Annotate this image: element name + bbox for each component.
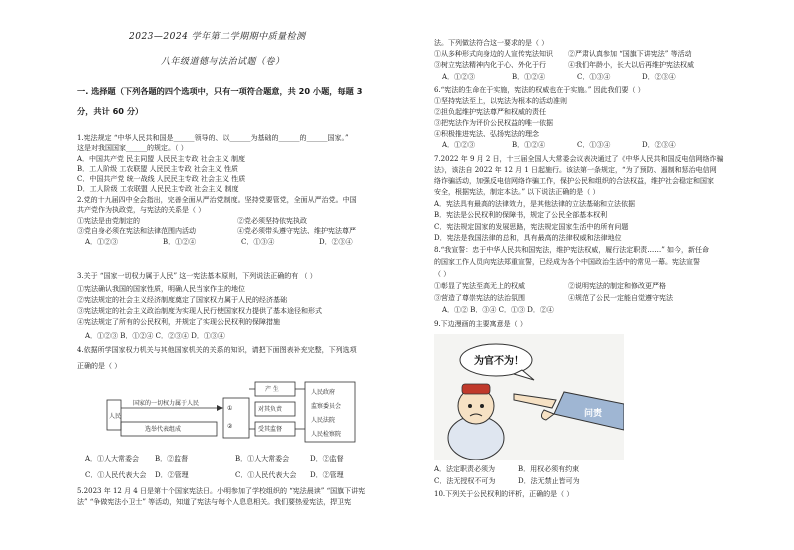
options-row: A．①② B．③④ C．①③ D．②④ — [442, 306, 554, 314]
option-d: D．②③④ — [642, 73, 676, 81]
option-c: C．中国共产党 统一战线 人民民主专政 社会主义 性质 — [77, 175, 246, 183]
blank-1: ① — [227, 405, 233, 412]
organ-government: 人民政府 — [311, 389, 336, 396]
question-stem: 6.“宪法的生命在于实施，宪法的权威也在于实施。” 因此我们要（ ） — [434, 86, 645, 94]
option-d: D．宪法是我国法律的总和，具有最高的法律权威和法律地位 — [434, 234, 622, 242]
question-stem: 法” “争做宪法小卫士” 等活动，知道了宪法与每个人息息相关。我们要热爱宪法，捍卫宪 — [77, 498, 352, 506]
option-a-1: A．①人大常委会 — [85, 455, 140, 463]
option-d: D．工人阶级 工农联盟 人民民主专政 社会主义 制度 — [77, 185, 239, 193]
official-hat — [462, 384, 490, 394]
statement-3: ③把宪法作为评价公民权益的唯一依据 — [434, 119, 553, 127]
option-d-1: C．①人民代表大会 — [235, 471, 297, 479]
option-b: B．用权必须有约束 — [518, 465, 580, 473]
option-b-1: B．①人大常委会 — [235, 455, 290, 463]
question-stem: 法》，该法自 2022 年 12 月 1 日起施行。该法第一条规定，“为了预防、遏制和惩治电信网 — [434, 166, 717, 174]
option-c-2: D．②管理 — [155, 471, 189, 479]
options-row — [442, 73, 702, 82]
question-stem: 9.下边漫画的主要寓意是（ ） — [434, 320, 527, 328]
question-stem: 共产党作为执政党，与宪法的关系是（ ） — [77, 206, 206, 214]
question-stem: （ ） — [434, 270, 451, 278]
statement-1: ①坚持宪法至上，以宪法为根本的活动准则 — [434, 97, 567, 105]
organ-box — [223, 398, 249, 438]
question-stem: 正确的是（ ） — [77, 362, 122, 370]
option-d: D．法无禁止皆可为 — [518, 477, 580, 485]
statement-3: ③宪法规定的社会主义政治制度为实现人民行使国家权力提供了基本途径和形式 — [77, 307, 322, 315]
statement-2: ②宪法规定的社会主义经济制度奠定了国家权力属于人民的经济基础 — [77, 296, 287, 304]
sleeve-label: 问责 — [584, 409, 603, 419]
option-b: B．工人阶级 工农联盟 人民民主专政 社会主义 性质 — [77, 165, 239, 173]
produce-label: 产 生 — [265, 386, 279, 393]
diagram-svg — [105, 380, 363, 452]
option-d: D．②③④ — [642, 141, 676, 149]
statement-4: ④宪法规定了所有的公民权利，并规定了实现公民权利的保障措施 — [77, 318, 280, 326]
organ-court: 人民法院 — [311, 417, 336, 424]
eye-icon — [468, 404, 472, 408]
statement-1: ①彰显了宪法至高无上的权威 — [434, 282, 525, 290]
option-c: C．法无授权不可为 — [434, 477, 496, 485]
elect-label: 选举代表组成 — [145, 426, 182, 433]
organ-commission: 监察委员会 — [311, 403, 342, 410]
option-c: C．宪法规定国家的发展思路，宪法规定国家生活中的所有问题 — [434, 223, 629, 231]
options-row — [85, 455, 370, 464]
option-a: A．①②③ — [85, 238, 119, 246]
statement-2: ②党必须坚持依宪执政 — [237, 217, 307, 225]
option-a: A．①②③ — [442, 73, 476, 81]
arrowhead — [217, 405, 223, 411]
statement-1: ①从多种形式向身边的人宣传宪法知识 — [434, 50, 553, 58]
option-b: B．宪法是公民权利的保障书，规定了公民全部基本权利 — [434, 211, 608, 219]
statement-4: ④积极推进宪法、弘扬宪法的理念 — [434, 130, 539, 138]
statement-3: ③党自身必须在宪法和法律范围内活动 — [77, 227, 196, 235]
option-a: A．①②③ — [442, 141, 476, 149]
option-b: B．①②④ — [512, 73, 546, 81]
statement-2: ②说明宪法的制定和修改更严格 — [568, 282, 666, 290]
question-stem: 的国家工作人员向宪法郑重宣誓，已经成为各个中国政治生活中的常见一幕。宪法宣誓 — [434, 258, 700, 266]
question-stem: 4.依据所学国家权力机关与其他国家机关的关系的知识，请把下面图表补充完整，下列选项 — [77, 346, 357, 354]
statement-1: ①宪法是由党制定的 — [77, 217, 140, 225]
section-heading: 一. 选择题（下列各题的四个选项中，只有一项符合题意，共 20 小题，每题 3 — [77, 86, 363, 96]
statement-4: ④党必须带头遵守宪法、维护宪法尊严 — [237, 227, 356, 235]
cartoon-illustration — [434, 334, 624, 460]
question-stem: 3.关于 “国家一切权力属于人民” 这一宪法基本原则，下列说法正确的有 （ ） — [77, 272, 317, 280]
statement-3: ③营造了尊崇宪法的法治氛围 — [434, 294, 525, 302]
options-row — [85, 238, 397, 247]
people-label: 人民 — [109, 413, 122, 420]
blank-2: ② — [227, 423, 233, 430]
organ-procuratorate: 人民检察院 — [311, 431, 342, 438]
statement-2: ②担负起维护宪法尊严和权威的责任 — [434, 108, 546, 116]
question-stem: 1.宪法规定 “中华人民共和国是______领导的、以______为基础的______的______国家。” — [77, 134, 349, 142]
option-a: A．中国共产党 民主同盟 人民民主专政 社会主义 制度 — [77, 155, 245, 163]
option-d-2: D．②管理 — [310, 471, 344, 479]
cartoon-svg — [434, 334, 624, 460]
option-a: A．法定职责必须为 — [434, 465, 496, 473]
option-d: D．②③④ — [319, 238, 353, 246]
option-c: C．①③④ — [241, 238, 275, 246]
speech-text: 为官不为！ — [474, 356, 524, 367]
question-stem: 7.2022 年 9 月 2 日，十三届全国人大常委会议表决通过了《中华人民共和国反电信网络诈骗 — [434, 155, 724, 163]
question-stem: 法。下列做法符合这一要求的是（ ） — [434, 39, 549, 47]
options-row: A．①②③ B．①②④ C．②③④ D．①③④ — [85, 332, 225, 340]
statement-4: ④规范了公民一定能自觉遵守宪法 — [568, 294, 673, 302]
statement-4: ④我们年龄小，长大以后再维护宪法权威 — [568, 61, 694, 69]
question-stem: 这是对我国国家______的规定。（ ） — [77, 144, 188, 152]
supervise-label: 受其监督 — [258, 426, 283, 433]
eye-icon — [480, 404, 484, 408]
question-stem: 安全，根据宪法，制定本法。” 以下说法正确的是（ ） — [434, 188, 600, 196]
question-stem: 10.下列关于公民权利的评析，正确的是（ ） — [434, 490, 574, 498]
option-a: A．宪法具有最高的法律效力，是其他法律的立法基础和立法依据 — [434, 200, 636, 208]
option-c: C．①③④ — [577, 73, 611, 81]
responsible-label: 对其负责 — [258, 406, 283, 413]
option-b: B．①②④ — [163, 238, 197, 246]
exam-title: 2023—2024 学年第二学期期中质量检测 — [129, 32, 306, 42]
question-stem: 络诈骗活动，加强反电信网络诈骗工作，保护公民和组织的合法权益，维护社会稳定和国家 — [434, 177, 714, 185]
subject-title: 八年级道德与法治试题（卷） — [161, 57, 285, 67]
question-stem: 2.党的十九届四中全会指出，完善全面从严治党制度。坚持党要管党，全面从严治党。中国 — [77, 196, 357, 204]
options-row — [85, 471, 370, 480]
option-c-1: C．①人民代表大会 — [85, 471, 147, 479]
option-a-2: B．②监督 — [155, 455, 189, 463]
question-stem: 5.2023 年 12 月 4 日是第十个国家宪法日。小明参加了学校组织的 “宪法晨读” “国旗下讲宪 — [77, 487, 366, 495]
statement-1: ①宪法确认我国的国家性质，明确人民当家作主的地位 — [77, 285, 245, 293]
option-c: C．①③④ — [577, 141, 611, 149]
question-stem: 8.“我宣誓：忠于中华人民共和国宪法，维护宪法权威，履行法定职责……” 如今，新任命 — [434, 246, 710, 254]
option-b: B．①②④ — [512, 141, 546, 149]
option-b-2: D．②监督 — [310, 455, 344, 463]
power-label: 国家的一切权力属于人民 — [133, 400, 200, 407]
section-heading-cont: 分，共计 60 分） — [77, 106, 144, 116]
statement-2: ②严肃认真参加 “国旗下讲宪法” 等活动 — [568, 50, 692, 58]
state-organs-diagram — [105, 380, 363, 452]
options-row — [442, 141, 702, 150]
statement-3: ③树立宪法精神内化于心、外化于行 — [434, 61, 546, 69]
